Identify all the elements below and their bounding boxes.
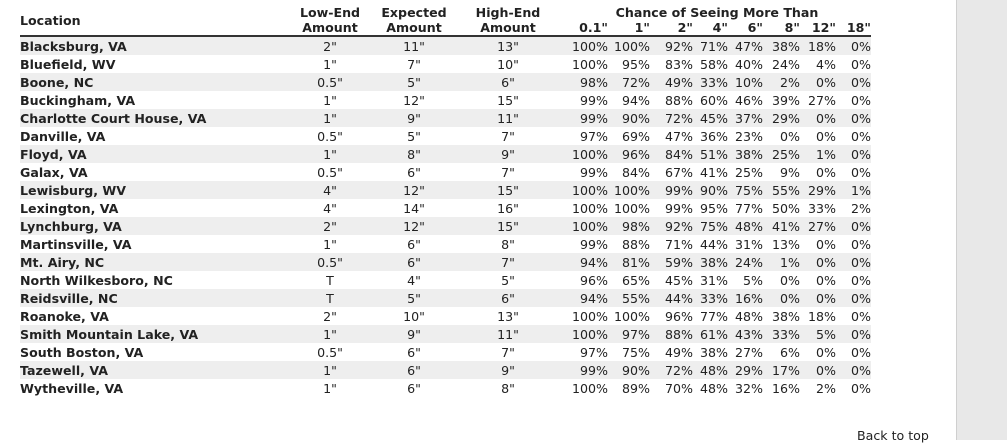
chance-cell: 94% xyxy=(563,253,608,271)
chance-cell: 100% xyxy=(563,217,608,235)
chance-cell: 99% xyxy=(563,163,608,181)
location-header: Location xyxy=(20,5,285,36)
chance-cell: 9% xyxy=(763,163,800,181)
chance-cell: 55% xyxy=(763,181,800,199)
low-end-cell: 2" xyxy=(285,217,375,235)
chance-cell: 60% xyxy=(693,91,728,109)
table-row xyxy=(20,109,871,127)
expected-cell: 6" xyxy=(375,163,453,181)
location-cell: Charlotte Court House, VA xyxy=(20,109,285,127)
chance-cell: 90% xyxy=(608,361,650,379)
chance-cell: 27% xyxy=(800,217,836,235)
chance-header: Chance of Seeing More Than xyxy=(615,5,819,20)
chance-cell: 100% xyxy=(608,307,650,325)
table-row xyxy=(20,361,871,379)
chance-cell: 94% xyxy=(563,289,608,307)
chance-cell: 71% xyxy=(650,235,693,253)
low-end-cell: T xyxy=(285,289,375,307)
threshold-header: 18" xyxy=(836,20,871,36)
chance-cell: 100% xyxy=(563,181,608,199)
chance-cell: 0% xyxy=(800,253,836,271)
expected-cell: 4" xyxy=(375,271,453,289)
chance-cell: 65% xyxy=(608,271,650,289)
table-row xyxy=(20,127,871,145)
chance-cell: 88% xyxy=(650,325,693,343)
low-end-cell: 1" xyxy=(285,55,375,73)
location-cell: Bluefield, WV xyxy=(20,55,285,73)
expected-cell: 12" xyxy=(375,91,453,109)
chance-cell: 100% xyxy=(563,307,608,325)
chance-cell: 24% xyxy=(728,253,763,271)
chance-cell: 48% xyxy=(728,217,763,235)
chance-cell: 94% xyxy=(608,91,650,109)
chance-cell: 16% xyxy=(763,379,800,397)
chance-cell: 2% xyxy=(836,199,871,217)
table-row xyxy=(20,181,871,199)
high-end-cell: 15" xyxy=(453,91,563,109)
chance-cell: 48% xyxy=(693,379,728,397)
chance-cell: 97% xyxy=(563,127,608,145)
chance-cell: 0% xyxy=(836,289,871,307)
chance-cell: 81% xyxy=(608,253,650,271)
chance-cell: 0% xyxy=(800,343,836,361)
table-row xyxy=(20,379,871,397)
chance-cell: 0% xyxy=(836,73,871,91)
chance-cell: 95% xyxy=(693,199,728,217)
chance-cell: 1% xyxy=(800,145,836,163)
location-cell: Floyd, VA xyxy=(20,145,285,163)
chance-cell: 5% xyxy=(800,325,836,343)
chance-cell: 51% xyxy=(693,145,728,163)
expected-cell: 6" xyxy=(375,343,453,361)
chance-cell: 100% xyxy=(563,325,608,343)
chance-cell: 0% xyxy=(836,361,871,379)
chance-cell: 99% xyxy=(563,91,608,109)
chance-cell: 84% xyxy=(608,163,650,181)
table-row xyxy=(20,145,871,163)
chance-cell: 70% xyxy=(650,379,693,397)
chance-cell: 0% xyxy=(836,36,871,55)
chance-cell: 32% xyxy=(728,379,763,397)
chance-cell: 0% xyxy=(836,127,871,145)
location-cell: Lynchburg, VA xyxy=(20,217,285,235)
chance-cell: 100% xyxy=(563,379,608,397)
low-end-header: Low-End xyxy=(299,5,361,20)
low-end-cell: 0.5" xyxy=(285,127,375,145)
table-row xyxy=(20,163,871,181)
chance-cell: 39% xyxy=(763,91,800,109)
expected-cell: 5" xyxy=(375,73,453,91)
low-end-cell: 0.5" xyxy=(285,253,375,271)
chance-cell: 72% xyxy=(608,73,650,91)
chance-cell: 0% xyxy=(800,127,836,145)
chance-cell: 10% xyxy=(728,73,763,91)
low-end-cell: 1" xyxy=(285,109,375,127)
expected-cell: 9" xyxy=(375,109,453,127)
chance-cell: 77% xyxy=(728,199,763,217)
location-cell: Boone, NC xyxy=(20,73,285,91)
high-end-cell: 7" xyxy=(453,127,563,145)
location-cell: Galax, VA xyxy=(20,163,285,181)
chance-cell: 2% xyxy=(763,73,800,91)
chance-cell: 38% xyxy=(693,253,728,271)
chance-cell: 69% xyxy=(608,127,650,145)
high-end-cell: 8" xyxy=(453,235,563,253)
chance-cell: 5% xyxy=(728,271,763,289)
chance-cell: 100% xyxy=(563,36,608,55)
low-end-cell: 1" xyxy=(285,145,375,163)
chance-cell: 96% xyxy=(650,307,693,325)
chance-cell: 0% xyxy=(836,253,871,271)
chance-cell: 0% xyxy=(836,91,871,109)
chance-cell: 18% xyxy=(800,307,836,325)
location-cell: Lewisburg, WV xyxy=(20,181,285,199)
expected-cell: 5" xyxy=(375,289,453,307)
location-cell: Lexington, VA xyxy=(20,199,285,217)
chance-cell: 38% xyxy=(763,307,800,325)
chance-cell: 0% xyxy=(836,343,871,361)
low-end-cell: 1" xyxy=(285,361,375,379)
expected-cell: 7" xyxy=(375,55,453,73)
high-end-cell: 13" xyxy=(453,36,563,55)
location-cell: Mt. Airy, NC xyxy=(20,253,285,271)
expected-cell: 10" xyxy=(375,307,453,325)
chance-cell: 55% xyxy=(608,289,650,307)
chance-cell: 29% xyxy=(763,109,800,127)
expected-cell: 14" xyxy=(375,199,453,217)
chance-cell: 0% xyxy=(800,361,836,379)
chance-cell: 99% xyxy=(563,109,608,127)
chance-cell: 0% xyxy=(800,163,836,181)
chance-cell: 48% xyxy=(693,361,728,379)
chance-cell: 48% xyxy=(728,307,763,325)
chance-cell: 40% xyxy=(728,55,763,73)
low-end-cell: 4" xyxy=(285,181,375,199)
chance-cell: 38% xyxy=(693,343,728,361)
location-cell: Danville, VA xyxy=(20,127,285,145)
chance-cell: 33% xyxy=(693,73,728,91)
expected-cell: 9" xyxy=(375,325,453,343)
chance-cell: 90% xyxy=(608,109,650,127)
high-end-amount-header: Amount xyxy=(453,20,563,36)
chance-cell: 72% xyxy=(650,361,693,379)
table-row xyxy=(20,36,871,55)
chance-cell: 67% xyxy=(650,163,693,181)
chance-cell: 6% xyxy=(763,343,800,361)
chance-cell: 0% xyxy=(800,271,836,289)
table-row xyxy=(20,325,871,343)
threshold-header: 8" xyxy=(763,20,800,36)
location-cell: South Boston, VA xyxy=(20,343,285,361)
chance-cell: 0% xyxy=(836,325,871,343)
chance-cell: 84% xyxy=(650,145,693,163)
chance-cell: 98% xyxy=(608,217,650,235)
expected-cell: 8" xyxy=(375,145,453,163)
table-row xyxy=(20,73,871,91)
low-end-cell: 4" xyxy=(285,199,375,217)
chance-cell: 0% xyxy=(800,235,836,253)
chance-cell: 100% xyxy=(563,145,608,163)
snowfall-probability-table xyxy=(20,5,871,397)
back-to-top-link[interactable]: Back to top xyxy=(857,428,929,443)
high-end-cell: 15" xyxy=(453,181,563,199)
expected-cell: 6" xyxy=(375,253,453,271)
chance-cell: 16% xyxy=(728,289,763,307)
chance-cell: 75% xyxy=(608,343,650,361)
expected-cell: 6" xyxy=(375,361,453,379)
chance-cell: 100% xyxy=(608,36,650,55)
high-end-cell: 9" xyxy=(453,145,563,163)
chance-cell: 41% xyxy=(693,163,728,181)
chance-cell: 0% xyxy=(836,379,871,397)
table-row xyxy=(20,91,871,109)
chance-cell: 75% xyxy=(728,181,763,199)
low-end-cell: 1" xyxy=(285,325,375,343)
high-end-cell: 6" xyxy=(453,73,563,91)
chance-cell: 33% xyxy=(800,199,836,217)
high-end-cell: 11" xyxy=(453,109,563,127)
chance-cell: 50% xyxy=(763,199,800,217)
low-end-cell: 0.5" xyxy=(285,163,375,181)
chance-cell: 71% xyxy=(693,36,728,55)
high-end-cell: 13" xyxy=(453,307,563,325)
chance-cell: 0% xyxy=(836,109,871,127)
chance-cell: 75% xyxy=(693,217,728,235)
chance-cell: 99% xyxy=(650,181,693,199)
chance-cell: 49% xyxy=(650,343,693,361)
chance-cell: 58% xyxy=(693,55,728,73)
chance-cell: 24% xyxy=(763,55,800,73)
chance-cell: 88% xyxy=(650,91,693,109)
chance-cell: 95% xyxy=(608,55,650,73)
high-end-header: High-End xyxy=(475,5,541,20)
chance-cell: 0% xyxy=(763,289,800,307)
chance-cell: 45% xyxy=(650,271,693,289)
threshold-header: 4" xyxy=(693,20,728,36)
location-cell: Reidsville, NC xyxy=(20,289,285,307)
chance-cell: 98% xyxy=(563,73,608,91)
high-end-cell: 5" xyxy=(453,271,563,289)
low-end-cell: 1" xyxy=(285,91,375,109)
location-cell: Tazewell, VA xyxy=(20,361,285,379)
chance-cell: 97% xyxy=(608,325,650,343)
chance-cell: 44% xyxy=(650,289,693,307)
high-end-cell: 8" xyxy=(453,379,563,397)
chance-cell: 89% xyxy=(608,379,650,397)
chance-cell: 99% xyxy=(563,361,608,379)
location-cell: Roanoke, VA xyxy=(20,307,285,325)
chance-cell: 2% xyxy=(800,379,836,397)
chance-cell: 36% xyxy=(693,127,728,145)
chance-cell: 96% xyxy=(608,145,650,163)
chance-cell: 99% xyxy=(563,235,608,253)
chance-cell: 96% xyxy=(563,271,608,289)
location-cell: Blacksburg, VA xyxy=(20,36,285,55)
chance-cell: 38% xyxy=(763,36,800,55)
table-row xyxy=(20,307,871,325)
chance-cell: 92% xyxy=(650,217,693,235)
low-end-cell: 2" xyxy=(285,36,375,55)
table-row xyxy=(20,235,871,253)
chance-cell: 0% xyxy=(836,217,871,235)
low-end-amount-header: Amount xyxy=(285,20,375,36)
chance-cell: 0% xyxy=(836,235,871,253)
chance-cell: 38% xyxy=(728,145,763,163)
chance-cell: 45% xyxy=(693,109,728,127)
high-end-cell: 15" xyxy=(453,217,563,235)
chance-cell: 0% xyxy=(763,127,800,145)
chance-cell: 100% xyxy=(563,199,608,217)
chance-cell: 77% xyxy=(693,307,728,325)
table-row xyxy=(20,217,871,235)
expected-cell: 11" xyxy=(375,36,453,55)
chance-cell: 72% xyxy=(650,109,693,127)
location-cell: Buckingham, VA xyxy=(20,91,285,109)
low-end-cell: 0.5" xyxy=(285,73,375,91)
chance-cell: 1% xyxy=(763,253,800,271)
chance-cell: 31% xyxy=(693,271,728,289)
chance-cell: 0% xyxy=(836,271,871,289)
chance-cell: 0% xyxy=(763,271,800,289)
chance-cell: 47% xyxy=(728,36,763,55)
chance-cell: 25% xyxy=(728,163,763,181)
chance-cell: 41% xyxy=(763,217,800,235)
expected-cell: 12" xyxy=(375,217,453,235)
expected-cell: 6" xyxy=(375,379,453,397)
chance-cell: 59% xyxy=(650,253,693,271)
threshold-header: 2" xyxy=(650,20,693,36)
header-row-top xyxy=(20,5,871,20)
chance-cell: 29% xyxy=(728,361,763,379)
chance-cell: 43% xyxy=(728,325,763,343)
chance-cell: 23% xyxy=(728,127,763,145)
threshold-header: 12" xyxy=(800,20,836,36)
chance-cell: 61% xyxy=(693,325,728,343)
table-row xyxy=(20,55,871,73)
chance-cell: 33% xyxy=(763,325,800,343)
location-cell: Martinsville, VA xyxy=(20,235,285,253)
chance-cell: 44% xyxy=(693,235,728,253)
chance-cell: 37% xyxy=(728,109,763,127)
expected-header: Expected xyxy=(381,5,447,20)
high-end-cell: 9" xyxy=(453,361,563,379)
table-row xyxy=(20,253,871,271)
low-end-cell: T xyxy=(285,271,375,289)
chance-cell: 0% xyxy=(800,109,836,127)
table-body xyxy=(20,36,871,397)
chance-cell: 1% xyxy=(836,181,871,199)
chance-cell: 100% xyxy=(608,181,650,199)
chance-cell: 31% xyxy=(728,235,763,253)
chance-cell: 13% xyxy=(763,235,800,253)
chance-cell: 92% xyxy=(650,36,693,55)
high-end-cell: 7" xyxy=(453,163,563,181)
chance-cell: 0% xyxy=(800,73,836,91)
expected-cell: 12" xyxy=(375,181,453,199)
high-end-cell: 7" xyxy=(453,343,563,361)
high-end-cell: 11" xyxy=(453,325,563,343)
table-row xyxy=(20,271,871,289)
chance-cell: 90% xyxy=(693,181,728,199)
chance-cell: 29% xyxy=(800,181,836,199)
chance-cell: 0% xyxy=(800,289,836,307)
low-end-cell: 1" xyxy=(285,235,375,253)
high-end-cell: 16" xyxy=(453,199,563,217)
threshold-header: 1" xyxy=(608,20,650,36)
table-row xyxy=(20,289,871,307)
threshold-header: 6" xyxy=(728,20,763,36)
chance-cell: 0% xyxy=(836,163,871,181)
chance-cell: 27% xyxy=(728,343,763,361)
expected-cell: 5" xyxy=(375,127,453,145)
high-end-cell: 7" xyxy=(453,253,563,271)
location-cell: Smith Mountain Lake, VA xyxy=(20,325,285,343)
threshold-header: 0.1" xyxy=(563,20,608,36)
chance-cell: 49% xyxy=(650,73,693,91)
low-end-cell: 2" xyxy=(285,307,375,325)
table-row xyxy=(20,343,871,361)
chance-cell: 0% xyxy=(836,145,871,163)
page-gutter xyxy=(956,0,1007,440)
high-end-cell: 10" xyxy=(453,55,563,73)
location-cell: Wytheville, VA xyxy=(20,379,285,397)
chance-cell: 100% xyxy=(608,199,650,217)
expected-cell: 6" xyxy=(375,235,453,253)
chance-cell: 4% xyxy=(800,55,836,73)
chance-cell: 25% xyxy=(763,145,800,163)
chance-cell: 27% xyxy=(800,91,836,109)
chance-cell: 88% xyxy=(608,235,650,253)
chance-cell: 83% xyxy=(650,55,693,73)
high-end-cell: 6" xyxy=(453,289,563,307)
chance-cell: 0% xyxy=(836,307,871,325)
location-cell: North Wilkesboro, NC xyxy=(20,271,285,289)
chance-cell: 97% xyxy=(563,343,608,361)
chance-cell: 99% xyxy=(650,199,693,217)
chance-cell: 17% xyxy=(763,361,800,379)
low-end-cell: 0.5" xyxy=(285,343,375,361)
chance-cell: 0% xyxy=(836,55,871,73)
chance-cell: 46% xyxy=(728,91,763,109)
table-row xyxy=(20,199,871,217)
chance-cell: 47% xyxy=(650,127,693,145)
expected-amount-header: Amount xyxy=(375,20,453,36)
chance-cell: 33% xyxy=(693,289,728,307)
chance-cell: 18% xyxy=(800,36,836,55)
chance-cell: 100% xyxy=(563,55,608,73)
low-end-cell: 1" xyxy=(285,379,375,397)
